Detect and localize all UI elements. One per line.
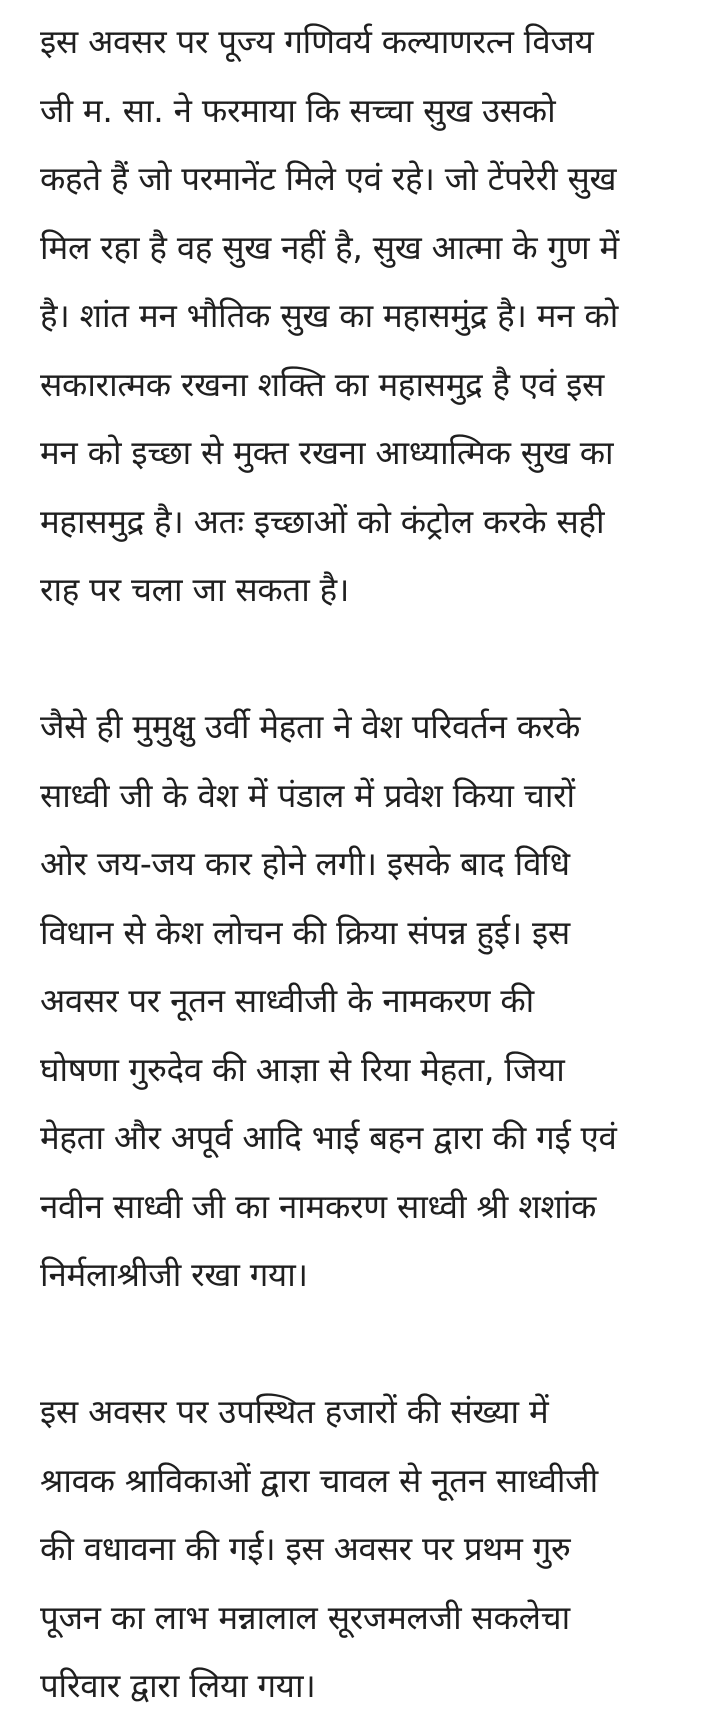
text-line: नवीन साध्वी जी का नामकरण साध्वी श्री शशांक [40,1186,597,1226]
text-line: मिल रहा है वह सुख नहीं है, सुख आत्मा के गुण में [40,227,619,267]
text-line: ओर जय-जय कार होने लगी। इसके बाद विधि [40,844,570,883]
text-line: राह पर चला जा सकता है। [40,570,350,609]
text-line: जैसे ही मुमुक्षु उर्वी मेहता ने वेश परिवर्तन करके [40,707,581,746]
text-line: मन को इच्छा से मुक्त रखना आध्यात्मिक सुख का [40,433,614,472]
text-line: इस अवसर पर उपस्थित हजारों की संख्या में [40,1392,549,1431]
text-line: विधान से केश लोचन की क्रिया संपन्न हुई। इस [40,912,570,952]
text-line: इस अवसर पर पूज्य गणिवर्य कल्याणरत्न विजय [40,22,594,61]
text-line: की वधावना की गई। इस अवसर पर प्रथम गुरु [40,1529,571,1568]
text-line: घोषणा गुरुदेव की आज्ञा से रिया मेहता, जिया [40,1049,565,1089]
text-line: पूजन का लाभ मन्नालाल सूरजमलजी सकलेचा [40,1597,570,1637]
text-line: निर्मलाश्रीजी रखा गया। [40,1255,308,1294]
text-line: कहते हैं जो परमानेंट मिले एवं रहे। जो टेंपरेरी सुख [40,159,617,198]
article-body [40,8,700,1721]
paragraph-3 [40,1378,700,1721]
text-line: सकारात्मक रखना शक्ति का महासमुद्र है एवं इस [40,364,605,404]
text-line: परिवार द्वारा लिया गया। [40,1666,316,1705]
text-line: है। शांत मन भौतिक सुख का महासमुंद्र है। मन को [40,296,618,335]
text-line: साध्वी जी के वेश में पंडाल में प्रवेश किया चारों [40,775,575,815]
text-line: महासमुद्र है। अतः इच्छाओं को कंट्रोल करके सही [40,501,605,541]
text-line: श्रावक श्राविकाओं द्वारा चावल से नूतन साध्वीजी [40,1460,598,1500]
paragraph-2 [40,693,700,1310]
text-line: जी म. सा. ने फरमाया कि सच्चा सुख उसको [40,90,556,130]
paragraph-1 [40,8,700,625]
text-line: मेहता और अपूर्व आदि भाई बहन द्वारा की गई एवं [40,1118,617,1157]
text-line: अवसर पर नूतन साध्वीजी के नामकरण की [40,981,534,1020]
